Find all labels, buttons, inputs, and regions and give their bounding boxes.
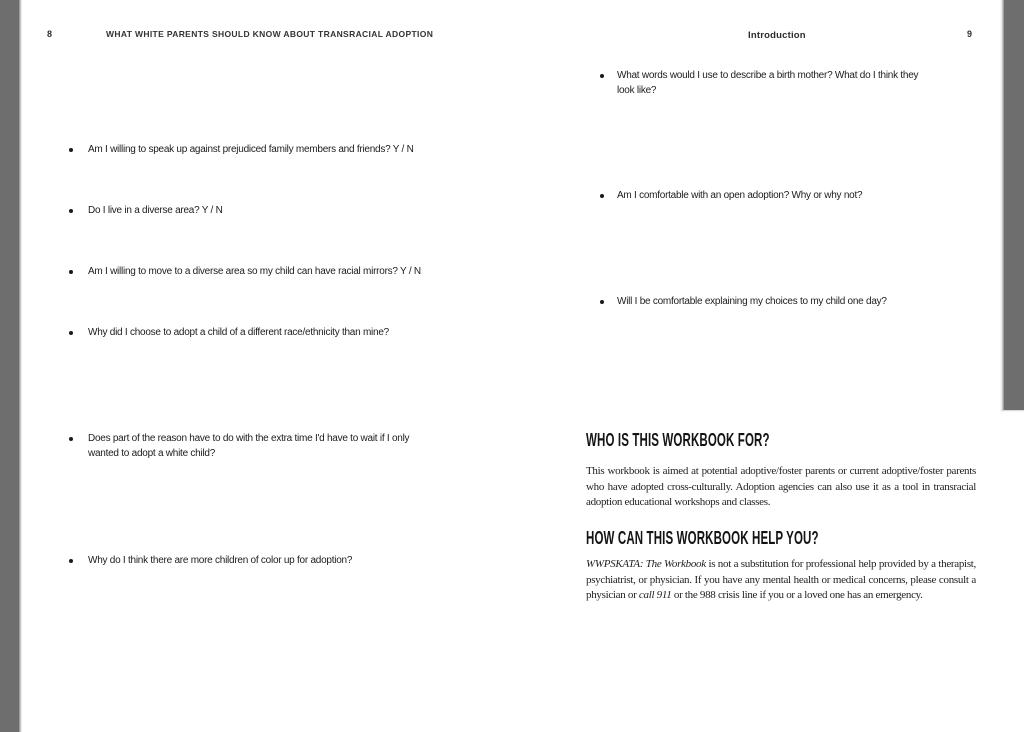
workbook-title-italic: WWPSKATA: The Workbook [586, 558, 706, 570]
section-body-who-for: This workbook is aimed at potential adoptive/foster parents or current adoptive/foster parents who have adopted cross-culturally. Adoption agencies can also use it as a tool in transracial adoption educational workshops and classes. [586, 465, 976, 508]
bullet-icon [69, 209, 73, 213]
question-item [600, 68, 918, 98]
section-body-text: is not a substitution for professional help provided by a therapist, psychiatrist, or physician. If you have any mental health or medical concerns, please consult a physician or [586, 558, 977, 601]
page-number-right: 9 [966, 29, 972, 39]
question-item [69, 264, 421, 279]
question-text: Am I willing to speak up against prejudiced family members and friends? Y / N [88, 144, 414, 155]
question-text: look like? [617, 85, 657, 96]
question-item [69, 142, 414, 157]
question-text: Why did I choose to adopt a child of a different race/ethnicity than mine? [88, 327, 389, 338]
section-body-help-you [586, 557, 976, 604]
question-text: Am I willing to move to a diverse area so my child can have racial mirrors? Y / N [88, 266, 421, 277]
question-item [69, 325, 389, 340]
question-text: Does part of the reason have to do with the extra time I'd have to wait if I only [88, 433, 410, 444]
running-header-right: Introduction [748, 30, 806, 41]
bullet-icon [69, 148, 73, 152]
question-item [69, 203, 223, 218]
bullet-icon [69, 270, 73, 274]
bullet-icon [600, 194, 604, 198]
running-header-left: WHAT WHITE PARENTS SHOULD KNOW ABOUT TRANSRACIAL ADOPTION [106, 29, 434, 39]
question-item [69, 553, 352, 568]
question-text: wanted to adopt a white child? [88, 448, 216, 459]
question-item [69, 431, 409, 461]
section-heading-who-for: WHO IS THIS WORKBOOK FOR? [586, 430, 770, 450]
section-heading-help-you: HOW CAN THIS WORKBOOK HELP YOU? [586, 528, 819, 548]
section-body-text: or the 988 crisis line if you or a loved one has an emergency. [671, 589, 923, 601]
left-page-edge-strip [0, 0, 22, 732]
bullet-icon [69, 437, 73, 441]
page-number-left: 8 [47, 29, 53, 39]
scrollbar-thumb[interactable] [1001, 0, 1024, 410]
question-text: Do I live in a diverse area? Y / N [88, 205, 223, 216]
bullet-icon [600, 300, 604, 304]
question-text: What words would I use to describe a birth mother? What do I think they [617, 70, 919, 81]
bullet-icon [69, 559, 73, 563]
question-text: Will I be comfortable explaining my choices to my child one day? [617, 296, 887, 307]
bullet-icon [69, 331, 73, 335]
question-item [600, 294, 887, 309]
question-item [600, 188, 862, 203]
question-text: Why do I think there are more children of color up for adoption? [88, 555, 353, 566]
bullet-icon [600, 74, 604, 78]
call-911-italic: call 911 [638, 589, 672, 601]
question-text: Am I comfortable with an open adoption? Why or why not? [617, 190, 863, 201]
